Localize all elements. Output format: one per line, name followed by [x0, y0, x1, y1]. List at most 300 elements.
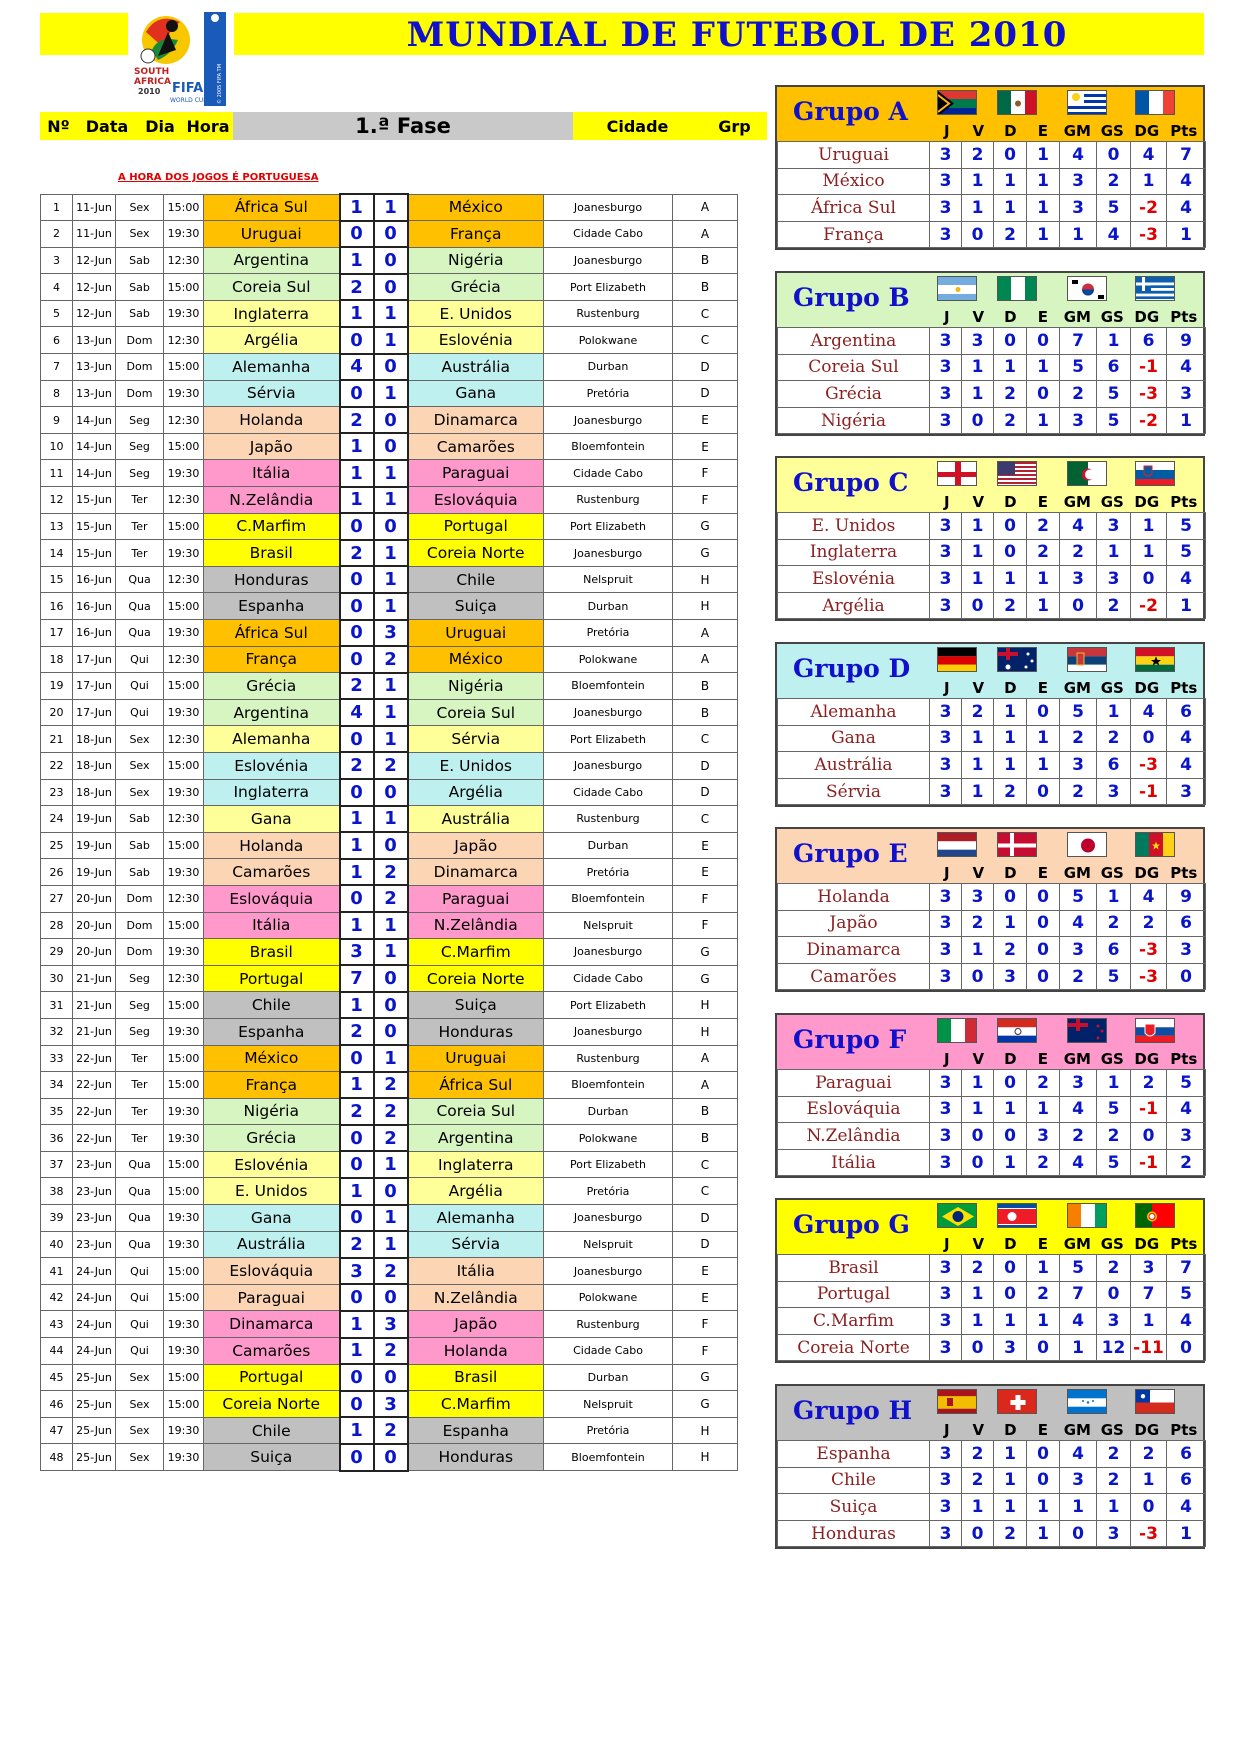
stat-col-label: DG — [1134, 308, 1160, 326]
stat-dg: -3 — [1131, 752, 1167, 779]
away-score: 1 — [374, 1231, 408, 1258]
match-day: Dom — [116, 912, 164, 939]
match-row — [41, 380, 738, 407]
match-number: 43 — [41, 1311, 73, 1338]
match-group: A — [673, 646, 738, 673]
stat-col-label: D — [1004, 1235, 1017, 1253]
match-number: 12 — [41, 487, 73, 514]
stat-j: 3 — [930, 1441, 962, 1468]
match-row — [41, 1151, 738, 1178]
group-name: Grupo A — [793, 97, 908, 126]
stat-col-label: GS — [1100, 493, 1124, 511]
match-day: Ter — [116, 487, 164, 514]
away-team: Sérvia — [408, 726, 544, 753]
home-team: Uruguai — [204, 221, 340, 248]
header-fase: 1.ª Fase — [233, 112, 573, 140]
away-score: 1 — [374, 939, 408, 966]
match-group: B — [673, 274, 738, 301]
stat-dg: -1 — [1131, 1149, 1167, 1176]
match-date: 13-Jun — [73, 380, 116, 407]
stat-pts: 3 — [1167, 381, 1206, 408]
away-team: França — [408, 221, 544, 248]
match-row — [41, 327, 738, 354]
match-date: 24-Jun — [73, 1311, 116, 1338]
match-day: Seg — [116, 992, 164, 1019]
match-row — [41, 1284, 738, 1311]
stat-d: 3 — [994, 1334, 1027, 1361]
stat-pts: 4 — [1167, 1494, 1206, 1521]
stat-v: 0 — [962, 221, 994, 248]
stat-d: 1 — [994, 354, 1027, 381]
match-time: 15:00 — [164, 752, 204, 779]
group-a-standings — [775, 85, 1205, 250]
stat-pts: 5 — [1167, 1281, 1206, 1308]
home-team: N.Zelândia — [204, 487, 340, 514]
home-score: 1 — [340, 806, 374, 833]
stat-d: 2 — [994, 381, 1027, 408]
team-name: Grécia — [778, 381, 930, 408]
match-row — [41, 433, 738, 460]
team-name: Chile — [778, 1467, 930, 1494]
away-team: Espanha — [408, 1417, 544, 1444]
stat-j: 3 — [930, 1281, 962, 1308]
away-team: Uruguai — [408, 620, 544, 647]
stat-gs: 1 — [1097, 328, 1131, 355]
home-team: Portugal — [204, 965, 340, 992]
stat-col-label: J — [943, 864, 950, 882]
match-row — [41, 699, 738, 726]
match-row — [41, 832, 738, 859]
stat-d: 1 — [994, 168, 1027, 195]
stat-gm: 4 — [1060, 1308, 1097, 1335]
stat-gm: 4 — [1060, 910, 1097, 937]
stat-d: 2 — [994, 937, 1027, 964]
match-row — [41, 1178, 738, 1205]
match-day: Ter — [116, 1072, 164, 1099]
stat-d: 1 — [994, 1441, 1027, 1468]
match-group: C — [673, 300, 738, 327]
stat-d: 0 — [994, 328, 1027, 355]
match-row — [41, 806, 738, 833]
stat-gm: 2 — [1060, 381, 1097, 408]
away-team: Sérvia — [408, 1231, 544, 1258]
stat-col-label: DG — [1134, 679, 1160, 697]
match-date: 20-Jun — [73, 885, 116, 912]
stat-dg: -2 — [1131, 592, 1167, 619]
match-day: Sex — [116, 1417, 164, 1444]
match-number: 7 — [41, 354, 73, 381]
stat-gs: 2 — [1097, 168, 1131, 195]
match-row — [41, 726, 738, 753]
match-time: 15:00 — [164, 274, 204, 301]
match-row — [41, 1018, 738, 1045]
stat-columns-header — [931, 1421, 1203, 1439]
away-team: Dinamarca — [408, 859, 544, 886]
away-team: Brasil — [408, 1364, 544, 1391]
match-group: C — [673, 1151, 738, 1178]
team-name: África Sul — [778, 195, 930, 222]
stat-j: 3 — [930, 381, 962, 408]
stat-pts: 4 — [1167, 195, 1206, 222]
match-time: 15:00 — [164, 1391, 204, 1418]
group-header — [777, 644, 1203, 698]
home-team: Argélia — [204, 327, 340, 354]
stat-gm: 7 — [1060, 328, 1097, 355]
away-team: Honduras — [408, 1018, 544, 1045]
match-group: D — [673, 380, 738, 407]
stat-dg: -1 — [1131, 1096, 1167, 1123]
stat-j: 3 — [930, 1070, 962, 1097]
match-group: G — [673, 1391, 738, 1418]
stat-d: 1 — [994, 910, 1027, 937]
match-city: Durban — [544, 1098, 673, 1125]
away-score: 1 — [374, 1205, 408, 1232]
stat-gs: 5 — [1097, 1096, 1131, 1123]
team-name: Eslovénia — [778, 566, 930, 593]
match-time: 12:30 — [164, 327, 204, 354]
match-number: 24 — [41, 806, 73, 833]
home-score: 0 — [340, 779, 374, 806]
away-team: Holanda — [408, 1338, 544, 1365]
match-date: 18-Jun — [73, 752, 116, 779]
match-city: Nelspruit — [544, 1391, 673, 1418]
match-date: 11-Jun — [73, 221, 116, 248]
match-city: Polokwane — [544, 327, 673, 354]
away-team: Coreia Norte — [408, 540, 544, 567]
away-team: E. Unidos — [408, 300, 544, 327]
stat-gs: 2 — [1097, 592, 1131, 619]
home-team: Espanha — [204, 1018, 340, 1045]
match-row — [41, 673, 738, 700]
stat-pts: 4 — [1167, 752, 1206, 779]
stat-pts: 1 — [1167, 407, 1206, 434]
away-team: Coreia Sul — [408, 1098, 544, 1125]
match-day: Qui — [116, 1311, 164, 1338]
standings-row — [778, 407, 1206, 434]
home-team: Austrália — [204, 1231, 340, 1258]
stat-gs: 0 — [1097, 1281, 1131, 1308]
away-team: Uruguai — [408, 1045, 544, 1072]
away-team: Paraguai — [408, 885, 544, 912]
match-number: 38 — [41, 1178, 73, 1205]
stat-gs: 6 — [1097, 937, 1131, 964]
stat-d: 2 — [994, 1520, 1027, 1547]
match-number: 13 — [41, 513, 73, 540]
stat-col-label: GM — [1063, 1421, 1091, 1439]
match-number: 41 — [41, 1258, 73, 1285]
team-name: Brasil — [778, 1255, 930, 1282]
stat-dg: -3 — [1131, 1520, 1167, 1547]
match-row — [41, 1098, 738, 1125]
away-score: 0 — [374, 779, 408, 806]
away-score: 1 — [374, 806, 408, 833]
away-score: 0 — [374, 354, 408, 381]
match-date: 19-Jun — [73, 832, 116, 859]
stat-pts: 3 — [1167, 937, 1206, 964]
away-team: Argélia — [408, 1178, 544, 1205]
match-time: 12:30 — [164, 407, 204, 434]
home-team: Japão — [204, 433, 340, 460]
logo-text-africa: AFRICA — [134, 77, 171, 87]
stat-e: 0 — [1027, 1467, 1060, 1494]
home-team: África Sul — [204, 620, 340, 647]
brazil-flag-icon — [937, 1203, 977, 1228]
match-city: Port Elizabeth — [544, 274, 673, 301]
match-time: 12:30 — [164, 806, 204, 833]
stat-gm: 1 — [1060, 1334, 1097, 1361]
stat-j: 3 — [930, 910, 962, 937]
match-row — [41, 513, 738, 540]
match-date: 21-Jun — [73, 965, 116, 992]
stat-j: 3 — [930, 1308, 962, 1335]
match-time: 15:00 — [164, 513, 204, 540]
stat-e: 1 — [1027, 354, 1060, 381]
match-date: 23-Jun — [73, 1231, 116, 1258]
stat-col-label: J — [943, 679, 950, 697]
match-date: 18-Jun — [73, 726, 116, 753]
match-number: 44 — [41, 1338, 73, 1365]
stat-col-label: GM — [1063, 864, 1091, 882]
away-team: Chile — [408, 566, 544, 593]
away-team: Coreia Sul — [408, 699, 544, 726]
header-dia: Dia — [137, 112, 183, 140]
standings-row — [778, 884, 1206, 911]
group-header — [777, 87, 1203, 141]
team-name: Coreia Sul — [778, 354, 930, 381]
stat-v: 0 — [962, 1149, 994, 1176]
stat-col-label: GS — [1100, 122, 1124, 140]
team-name: Coreia Norte — [778, 1334, 930, 1361]
page-title: MUNDIAL DE FUTEBOL DE 2010 — [406, 15, 1068, 55]
team-name: Austrália — [778, 752, 930, 779]
match-city: Port Elizabeth — [544, 726, 673, 753]
home-score: 2 — [340, 1231, 374, 1258]
stat-col-label: J — [943, 1050, 950, 1068]
cameroon-flag-icon — [1135, 832, 1175, 857]
stat-j: 3 — [930, 354, 962, 381]
away-team: Argentina — [408, 1125, 544, 1152]
nigeria-flag-icon — [997, 276, 1037, 301]
home-score: 0 — [340, 620, 374, 647]
home-team: Argentina — [204, 699, 340, 726]
home-team: Itália — [204, 460, 340, 487]
stat-v: 1 — [962, 168, 994, 195]
stat-d: 0 — [994, 1255, 1027, 1282]
stat-e: 0 — [1027, 1334, 1060, 1361]
match-day: Sex — [116, 1391, 164, 1418]
match-city: Durban — [544, 832, 673, 859]
match-city: Port Elizabeth — [544, 1151, 673, 1178]
home-team: França — [204, 646, 340, 673]
match-group: B — [673, 699, 738, 726]
match-city: Bloemfontein — [544, 433, 673, 460]
stat-pts: 9 — [1167, 328, 1206, 355]
match-row — [41, 965, 738, 992]
stat-pts: 1 — [1167, 592, 1206, 619]
stat-gs: 6 — [1097, 752, 1131, 779]
stat-gm: 3 — [1060, 1467, 1097, 1494]
group-header — [777, 1200, 1203, 1254]
match-date: 22-Jun — [73, 1072, 116, 1099]
standings-row — [778, 1255, 1206, 1282]
match-day: Qua — [116, 620, 164, 647]
stat-gm: 2 — [1060, 778, 1097, 805]
match-date: 23-Jun — [73, 1151, 116, 1178]
match-city: Durban — [544, 1364, 673, 1391]
stat-gs: 1 — [1097, 1494, 1131, 1521]
away-team: Japão — [408, 1311, 544, 1338]
stat-j: 3 — [930, 1123, 962, 1150]
logo-copyright: © 2005 FIFA TM — [217, 63, 223, 104]
away-team: Eslováquia — [408, 487, 544, 514]
match-time: 15:00 — [164, 1364, 204, 1391]
away-score: 1 — [374, 460, 408, 487]
match-date: 22-Jun — [73, 1045, 116, 1072]
match-row — [41, 992, 738, 1019]
match-row — [41, 540, 738, 567]
stat-gm: 4 — [1060, 513, 1097, 540]
standings-row — [778, 699, 1206, 726]
stat-j: 3 — [930, 168, 962, 195]
match-date: 17-Jun — [73, 673, 116, 700]
match-day: Sex — [116, 726, 164, 753]
home-score: 7 — [340, 965, 374, 992]
match-number: 9 — [41, 407, 73, 434]
stat-e: 0 — [1027, 937, 1060, 964]
match-row — [41, 620, 738, 647]
ivory-coast-flag-icon — [1067, 1203, 1107, 1228]
match-city: Joanesburgo — [544, 1018, 673, 1045]
stat-gm: 3 — [1060, 195, 1097, 222]
match-day: Ter — [116, 1045, 164, 1072]
match-row — [41, 752, 738, 779]
match-city: Rustenburg — [544, 487, 673, 514]
match-group: A — [673, 620, 738, 647]
stat-e: 1 — [1027, 142, 1060, 169]
stat-v: 1 — [962, 513, 994, 540]
away-team: Alemanha — [408, 1205, 544, 1232]
away-score: 1 — [374, 300, 408, 327]
match-number: 27 — [41, 885, 73, 912]
match-row — [41, 1338, 738, 1365]
stat-j: 3 — [930, 407, 962, 434]
match-date: 15-Jun — [73, 540, 116, 567]
match-number: 17 — [41, 620, 73, 647]
stat-e: 1 — [1027, 195, 1060, 222]
match-city: Pretória — [544, 380, 673, 407]
logo-text-worldcup: WORLD CUP — [170, 97, 207, 104]
team-name: Sérvia — [778, 778, 930, 805]
stat-col-label: GS — [1100, 308, 1124, 326]
home-score: 2 — [340, 540, 374, 567]
stat-pts: 5 — [1167, 539, 1206, 566]
stat-col-label: GM — [1063, 122, 1091, 140]
group-table — [777, 698, 1206, 805]
stat-dg: 4 — [1131, 884, 1167, 911]
group-b-standings — [775, 271, 1205, 436]
stat-pts: 0 — [1167, 963, 1206, 990]
team-name: C.Marfim — [778, 1308, 930, 1335]
match-day: Sab — [116, 832, 164, 859]
match-day: Sex — [116, 752, 164, 779]
stat-gs: 1 — [1097, 539, 1131, 566]
home-team: C.Marfim — [204, 513, 340, 540]
standings-row — [778, 381, 1206, 408]
stat-j: 3 — [930, 221, 962, 248]
australia-flag-icon — [997, 647, 1037, 672]
stat-dg: 1 — [1131, 1308, 1167, 1335]
team-name: N.Zelândia — [778, 1123, 930, 1150]
match-date: 15-Jun — [73, 513, 116, 540]
match-row — [41, 487, 738, 514]
stat-v: 1 — [962, 1096, 994, 1123]
group-name: Grupo C — [793, 468, 909, 497]
stat-dg: -2 — [1131, 407, 1167, 434]
away-team: Dinamarca — [408, 407, 544, 434]
standings-row — [778, 1467, 1206, 1494]
stat-j: 3 — [930, 1494, 962, 1521]
team-name: Honduras — [778, 1520, 930, 1547]
match-city: Durban — [544, 593, 673, 620]
match-day: Ter — [116, 513, 164, 540]
match-day: Seg — [116, 460, 164, 487]
stat-d: 0 — [994, 513, 1027, 540]
stat-e: 0 — [1027, 328, 1060, 355]
away-score: 0 — [374, 1018, 408, 1045]
home-team: Coreia Sul — [204, 274, 340, 301]
away-team: Austrália — [408, 806, 544, 833]
stat-dg: 3 — [1131, 1255, 1167, 1282]
group-header — [777, 273, 1203, 327]
home-score: 1 — [340, 300, 374, 327]
match-group: C — [673, 806, 738, 833]
away-score: 3 — [374, 1391, 408, 1418]
away-team: E. Unidos — [408, 752, 544, 779]
match-date: 17-Jun — [73, 646, 116, 673]
match-row — [41, 274, 738, 301]
match-group: F — [673, 885, 738, 912]
match-city: Polokwane — [544, 1284, 673, 1311]
matches-table — [40, 193, 738, 1472]
home-score: 3 — [340, 939, 374, 966]
match-group: B — [673, 673, 738, 700]
away-team: Portugal — [408, 513, 544, 540]
match-number: 34 — [41, 1072, 73, 1099]
match-group: E — [673, 1258, 738, 1285]
home-score: 0 — [340, 1045, 374, 1072]
match-day: Dom — [116, 939, 164, 966]
match-city: Rustenburg — [544, 300, 673, 327]
stat-col-label: E — [1037, 1050, 1048, 1068]
header-num: Nº — [40, 112, 77, 140]
stat-columns-header — [931, 864, 1203, 882]
match-day: Qui — [116, 646, 164, 673]
stat-dg: 2 — [1131, 1441, 1167, 1468]
match-row — [41, 300, 738, 327]
team-name: Espanha — [778, 1441, 930, 1468]
match-city: Joanesburgo — [544, 939, 673, 966]
home-team: França — [204, 1072, 340, 1099]
match-time: 19:30 — [164, 1018, 204, 1045]
stat-e: 1 — [1027, 221, 1060, 248]
group-name: Grupo H — [793, 1396, 913, 1425]
group-table — [777, 1069, 1206, 1176]
stat-d: 2 — [994, 407, 1027, 434]
stat-gs: 2 — [1097, 1467, 1131, 1494]
match-group: G — [673, 1364, 738, 1391]
away-team: Argélia — [408, 779, 544, 806]
header-data: Data — [77, 112, 137, 140]
